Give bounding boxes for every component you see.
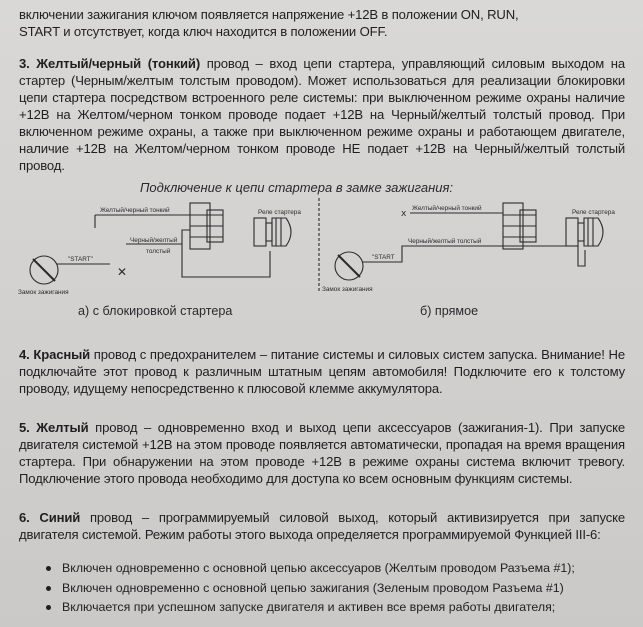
item-3-text: провод – вход цепи стартера, управляющий силовым выходом на стартер (Черным/желтым толстым проводом). Может использоваться для реализации блокировки цепи стартера посредством встроенного реле системы: при выключенном режиме охраны наличие +12В на Желтом/черном тонком проводе подает +12В на Черный/желтый толстый провод. При включенном режиме охраны, а также при выключенном режиме охраны и работающем двигателе, наличие +12В на Желтом/черном тонком проводе НЕ подает +12В на Черный/желтый толстый провод.	[19, 56, 625, 173]
right-diagram-caption: б) прямое	[420, 304, 479, 318]
item-4-paragraph	[19, 346, 625, 397]
right-start-label: "START	[372, 254, 395, 261]
left-diagram-caption: а) с блокировкой стартера	[78, 304, 233, 318]
list-item: Включен одновременно с основной цепью зажигания (Зеленым проводом Разъема #1)	[40, 579, 630, 599]
left-ignition-label: Замок зажигания	[18, 289, 69, 296]
left-break-mark: ✕	[117, 265, 128, 279]
left-start-label: "START"	[68, 256, 93, 263]
right-open-mark: x	[401, 209, 407, 219]
intro-line-2: START и отсутствует, когда ключ находится в положении OFF.	[19, 24, 388, 39]
right-relay-label: Реле стартера	[572, 209, 615, 216]
list-item: Включается при успешном запуске двигателя и активен все время работы двигателя;	[40, 598, 630, 618]
diagram-title: Подключение к цепи стартера в замке зажигания:	[140, 180, 454, 195]
left-thin-wire-label: Желтый/черный тонкий	[100, 207, 170, 214]
item-6-text: провод – программируемый силовой выход, который активизируется при запуске двигателя системой. Режим работы этого выхода определяется программируемой Функцией III-6:	[19, 510, 625, 542]
item-3-title: 3. Желтый/черный (тонкий)	[19, 56, 201, 71]
left-thick-wire-label-2: толстый	[146, 248, 171, 255]
item-5-paragraph	[19, 419, 625, 487]
list-item: Включен одновременно с основной цепью аксессуаров (Желтым проводом Разъема #1);	[40, 559, 630, 579]
item-6-paragraph	[19, 509, 625, 543]
item-5-title: 5. Желтый	[19, 420, 89, 435]
right-thin-wire-label: Желтый/черный тонкий	[412, 205, 482, 212]
item-6-bullet-list	[40, 559, 630, 618]
item-5-text: провод – одновременно вход и выход цепи аксессуаров (зажигания-1). При запуске двигателя системой +12В на этом проводе появляется автоматически, пропадая на время вращения стартера. При обнаружении на этом проводе +12В в режиме охраны система включит тревогу. Подключение этого провода необходимо для доступа ко всем основным функциям системы.	[19, 420, 625, 486]
item-6-title: 6. Синий	[19, 510, 81, 525]
intro-line-1: включении зажигания ключом появляется напряжение +12В в положении ON, RUN,	[19, 7, 519, 22]
left-thick-wire-label-1: Черный/желтый	[130, 237, 178, 244]
item-4-text: провод с предохранителем – питание системы и силовых систем запуска. Внимание! Не подключайте этот провод к различным штатным цепям автомобиля! Подключите его к толстому проводу, идущему непосредственно к плюсовой клемме аккумулятора.	[19, 347, 625, 396]
right-thick-wire-label: Черный/желтый толстый	[408, 238, 482, 245]
right-ignition-label: Замок зажигания	[322, 286, 373, 293]
item-4-title: 4. Красный	[19, 347, 91, 362]
thick-wire	[520, 246, 585, 266]
left-relay-label: Реле стартера	[258, 209, 301, 216]
